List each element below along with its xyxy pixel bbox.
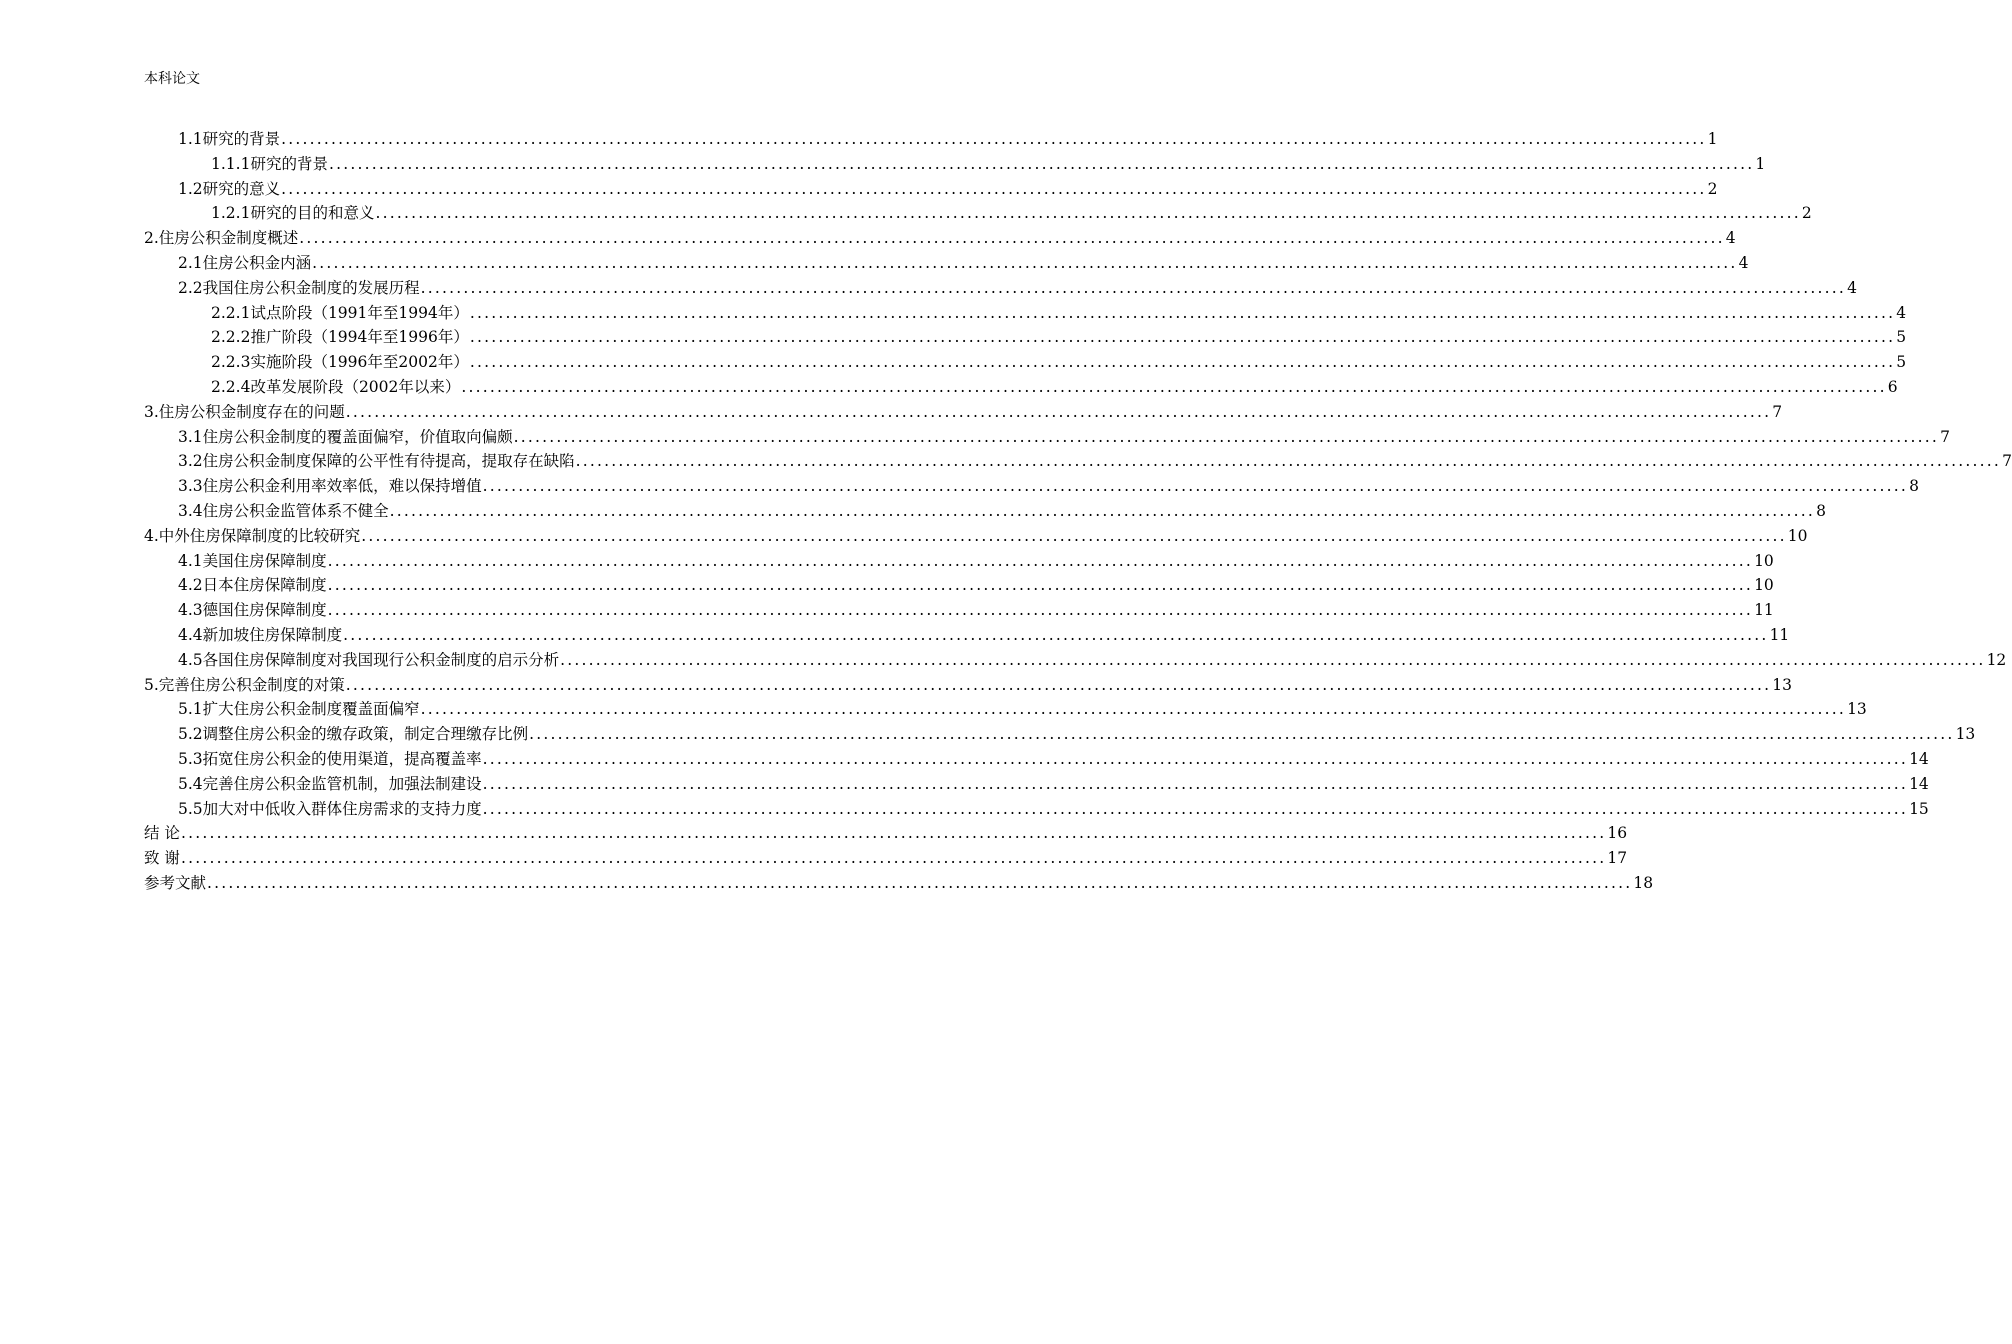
toc-entry[interactable] <box>144 276 1857 301</box>
toc-entry-page: 7 <box>2002 452 2012 471</box>
toc-entry-page: 6 <box>1887 377 1898 396</box>
toc-entry[interactable] <box>144 152 1766 177</box>
toc-entry-title: 3.2住房公积金制度保障的公平性有待提高，提取存在缺陷 <box>178 452 575 471</box>
toc-entry[interactable] <box>144 573 1774 598</box>
toc-leader-dots: ........................................................................................................................................................................................................ <box>343 625 1769 644</box>
toc-leader-dots: ........................................................................................................................................................................................................ <box>389 501 1816 520</box>
toc-leader-dots: ........................................................................................................................................................................................................ <box>361 526 1787 545</box>
table-of-contents <box>144 127 2012 896</box>
toc-entry-title: 3.住房公积金制度存在的问题 <box>144 402 345 421</box>
toc-entry[interactable] <box>144 673 1792 698</box>
toc-leader-dots: ........................................................................................................................................................................................................ <box>375 204 1801 223</box>
toc-leader-dots: ........................................................................................................................................................................................................ <box>281 179 1707 198</box>
toc-entry[interactable] <box>144 127 1718 152</box>
toc-entry-page: 13 <box>1847 700 1867 719</box>
toc-entry-title: 5.5加大对中低收入群体住房需求的支持力度 <box>178 799 482 818</box>
toc-entry[interactable] <box>144 697 1867 722</box>
toc-entry[interactable] <box>144 325 1907 350</box>
toc-entry-title: 2.2我国住房公积金制度的发展历程 <box>178 278 420 297</box>
toc-entry-title: 致 谢 <box>144 849 180 868</box>
toc-entry[interactable] <box>144 474 1919 499</box>
toc-entry-page: 16 <box>1607 824 1628 843</box>
toc-entry[interactable] <box>144 177 1718 202</box>
toc-entry-title: 2.住房公积金制度概述 <box>144 229 299 248</box>
toc-entry-page: 7 <box>1772 402 1783 421</box>
toc-entry-title: 5.4完善住房公积金监管机制，加强法制建设 <box>178 774 482 793</box>
toc-leader-dots: ........................................................................................................................................................................................................ <box>327 551 1754 570</box>
toc-entry-page: 10 <box>1787 526 1808 545</box>
toc-entry-title: 4.中外住房保障制度的比较研究 <box>144 526 361 545</box>
toc-entry-page: 10 <box>1754 551 1774 570</box>
toc-leader-dots: ........................................................................................................................................................................................................ <box>207 873 1633 892</box>
toc-entry[interactable] <box>144 846 1628 871</box>
toc-entry-page: 4 <box>1896 303 1907 322</box>
toc-leader-dots: ........................................................................................................................................................................................................ <box>482 749 1909 768</box>
toc-entry-title: 2.2.2推广阶段（1994年至1996年） <box>211 328 469 347</box>
toc-entry[interactable] <box>144 400 1783 425</box>
toc-entry[interactable] <box>144 797 1929 822</box>
toc-entry[interactable] <box>144 425 1950 450</box>
toc-entry-title: 4.2日本住房保障制度 <box>178 576 327 595</box>
toc-entry-title: 1.1研究的背景 <box>178 130 281 148</box>
toc-entry-page: 8 <box>1816 501 1826 520</box>
toc-leader-dots: ........................................................................................................................................................................................................ <box>327 601 1754 620</box>
toc-entry-page: 15 <box>1909 799 1929 818</box>
toc-entry[interactable] <box>144 821 1628 846</box>
toc-entry-page: 4 <box>1847 278 1857 297</box>
toc-entry-page: 2 <box>1801 204 1812 223</box>
page-header: 本科论文 <box>144 71 200 87</box>
toc-entry[interactable] <box>144 772 1929 797</box>
toc-entry-page: 5 <box>1896 353 1907 372</box>
toc-entry-title: 参考文献 <box>144 873 207 892</box>
toc-entry-title: 3.1住房公积金制度的覆盖面偏窄，价值取向偏颇 <box>178 427 513 446</box>
toc-leader-dots: ........................................................................................................................................................................................................ <box>461 377 1887 396</box>
toc-leader-dots: ........................................................................................................................................................................................................ <box>469 303 1896 322</box>
toc-leader-dots: ........................................................................................................................................................................................................ <box>180 824 1607 843</box>
toc-entry-page: 7 <box>1940 427 1950 446</box>
toc-leader-dots: ........................................................................................................................................................................................................ <box>312 253 1738 272</box>
toc-entry-title: 3.3住房公积金利用率效率低，难以保持增值 <box>178 477 482 496</box>
toc-entry-page: 5 <box>1896 328 1907 347</box>
toc-leader-dots: ........................................................................................................................................................................................................ <box>180 849 1607 868</box>
toc-entry-page: 17 <box>1607 849 1628 868</box>
toc-entry-page: 1 <box>1755 154 1766 173</box>
toc-entry-page: 13 <box>1772 675 1792 694</box>
toc-entry-title: 4.3德国住房保障制度 <box>178 601 327 620</box>
toc-entry-page: 4 <box>1738 253 1749 272</box>
toc-leader-dots: ........................................................................................................................................................................................................ <box>299 229 1725 248</box>
toc-entry-page: 8 <box>1909 477 1919 496</box>
toc-entry[interactable] <box>144 623 1790 648</box>
toc-entry-title: 3.4住房公积金监管体系不健全 <box>178 501 389 520</box>
toc-leader-dots: ........................................................................................................................................................................................................ <box>469 328 1896 347</box>
toc-entry-title: 5.1扩大住房公积金制度覆盖面偏窄 <box>178 700 420 719</box>
toc-leader-dots: ........................................................................................................................................................................................................ <box>345 675 1772 694</box>
toc-entry-title: 2.2.1试点阶段（1991年至1994年） <box>211 303 469 322</box>
toc-entry[interactable] <box>144 747 1929 772</box>
toc-entry-page: 2 <box>1707 179 1718 198</box>
toc-leader-dots: ........................................................................................................................................................................................................ <box>469 353 1896 372</box>
toc-entry[interactable] <box>144 524 1808 549</box>
toc-leader-dots: ........................................................................................................................................................................................................ <box>482 774 1909 793</box>
toc-entry-title: 4.4新加坡住房保障制度 <box>178 625 343 644</box>
toc-leader-dots: ........................................................................................................................................................................................................ <box>513 427 1940 446</box>
toc-leader-dots: ........................................................................................................................................................................................................ <box>420 278 1847 297</box>
toc-entry[interactable] <box>144 201 1812 226</box>
toc-entry[interactable] <box>144 499 1826 524</box>
toc-entry-title: 4.1美国住房保障制度 <box>178 551 327 570</box>
toc-entry[interactable] <box>144 871 1654 896</box>
toc-entry-page: 12 <box>1986 650 2007 669</box>
toc-entry[interactable] <box>144 251 1749 276</box>
toc-entry-page: 1 <box>1707 130 1718 148</box>
toc-leader-dots: ........................................................................................................................................................................................................ <box>560 650 1986 669</box>
toc-entry[interactable] <box>144 648 2007 673</box>
toc-entry-title: 2.2.3实施阶段（1996年至2002年） <box>211 353 469 372</box>
toc-entry[interactable] <box>144 722 1976 747</box>
toc-leader-dots: ........................................................................................................................................................................................................ <box>345 402 1772 421</box>
toc-leader-dots: ........................................................................................................................................................................................................ <box>420 700 1847 719</box>
toc-entry-page: 13 <box>1955 725 1976 744</box>
toc-entry-title: 2.2.4改革发展阶段（2002年以来） <box>211 377 461 396</box>
toc-entry-page: 10 <box>1754 576 1774 595</box>
toc-entry-title: 5.完善住房公积金制度的对策 <box>144 675 345 694</box>
toc-leader-dots: ........................................................................................................................................................................................................ <box>482 477 1909 496</box>
toc-entry-page: 4 <box>1725 229 1736 248</box>
toc-entry[interactable] <box>144 375 1898 400</box>
toc-entry-page: 18 <box>1633 873 1654 892</box>
toc-entry-page: 14 <box>1909 749 1929 768</box>
toc-leader-dots: ........................................................................................................................................................................................................ <box>529 725 1955 744</box>
toc-entry-title: 2.1住房公积金内涵 <box>178 253 312 272</box>
toc-leader-dots: ........................................................................................................................................................................................................ <box>482 799 1909 818</box>
toc-leader-dots: ........................................................................................................................................................................................................ <box>575 452 2002 471</box>
toc-entry-page: 11 <box>1754 601 1774 620</box>
toc-entry-title: 4.5各国住房保障制度对我国现行公积金制度的启示分析 <box>178 650 560 669</box>
toc-leader-dots: ........................................................................................................................................................................................................ <box>281 130 1707 148</box>
toc-leader-dots: ........................................................................................................................................................................................................ <box>327 576 1754 595</box>
toc-entry[interactable] <box>144 350 1907 375</box>
toc-entry-title: 1.1.1研究的背景 <box>211 154 328 173</box>
toc-entry[interactable] <box>144 549 1774 574</box>
toc-entry[interactable] <box>144 301 1907 326</box>
toc-entry[interactable] <box>144 449 2012 474</box>
toc-entry-title: 结 论 <box>144 824 180 843</box>
toc-entry[interactable] <box>144 598 1774 623</box>
toc-entry[interactable] <box>144 226 1736 251</box>
toc-entry-title: 1.2.1研究的目的和意义 <box>211 204 375 223</box>
toc-entry-title: 1.2研究的意义 <box>178 179 281 198</box>
toc-entry-page: 14 <box>1909 774 1929 793</box>
toc-leader-dots: ........................................................................................................................................................................................................ <box>328 154 1755 173</box>
toc-entry-page: 11 <box>1769 625 1790 644</box>
toc-entry-title: 5.3拓宽住房公积金的使用渠道，提高覆盖率 <box>178 749 482 768</box>
toc-entry-title: 5.2调整住房公积金的缴存政策，制定合理缴存比例 <box>178 725 529 744</box>
